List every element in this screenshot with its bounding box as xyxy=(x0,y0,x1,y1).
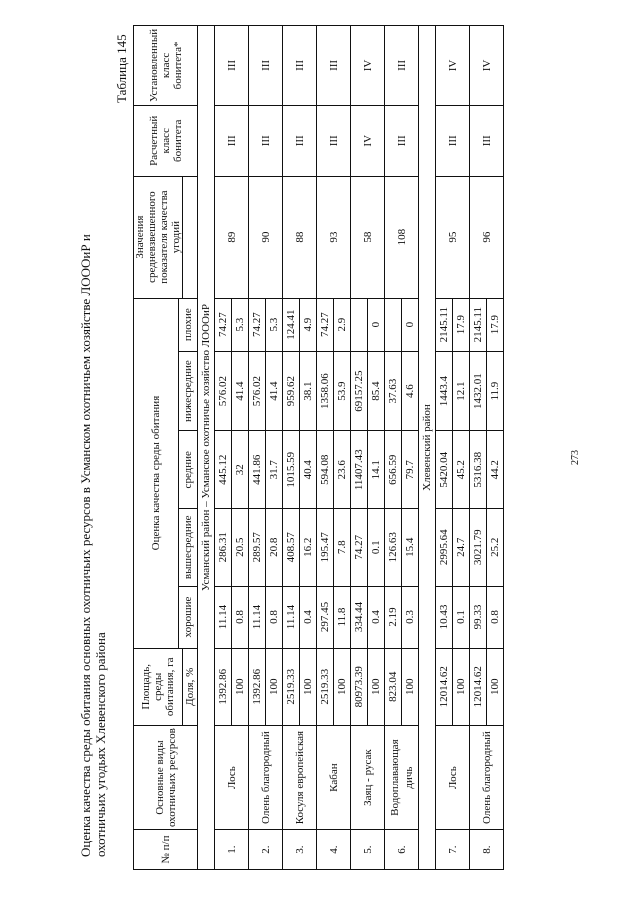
weighted-value: 88 xyxy=(283,176,317,298)
quality-above-value: 195.47 xyxy=(317,509,334,587)
row-num: 3. xyxy=(283,830,317,870)
col-above-header: вышесредние xyxy=(179,509,198,587)
percent-value: 85.4 xyxy=(368,351,385,431)
table-row xyxy=(317,26,334,870)
percent-value: 0.8 xyxy=(266,586,283,648)
quality-bad-value xyxy=(385,298,402,351)
quality-above-value: 74.27 xyxy=(351,509,368,587)
table-row xyxy=(249,26,266,870)
calc-class-value: III xyxy=(385,105,419,176)
section-usman: Усманский район – Усманское охотничье хозяйство ЛОООиР xyxy=(198,26,215,870)
percent-value: 0.8 xyxy=(487,586,504,648)
percent-value: 100 xyxy=(368,648,385,726)
row-num: 7. xyxy=(436,830,470,870)
quality-bad-value: 2145.11 xyxy=(436,298,453,351)
area-value: 80973.39 xyxy=(351,648,368,726)
percent-value: 100 xyxy=(334,648,351,726)
quality-avg-value: 5316.38 xyxy=(470,431,487,509)
percent-value: 100 xyxy=(266,648,283,726)
percent-value: 17.9 xyxy=(487,298,504,351)
quality-avg-value: 445.12 xyxy=(215,431,232,509)
quality-avg-value: 5420.04 xyxy=(436,431,453,509)
percent-value: 12.1 xyxy=(453,351,470,431)
percent-value: 16.2 xyxy=(300,509,317,587)
quality-avg-value: 656.59 xyxy=(385,431,402,509)
set-class-value: III xyxy=(249,26,283,106)
calc-class-value: IV xyxy=(351,105,385,176)
calc-class-value: III xyxy=(436,105,470,176)
quality-good-value: 99.33 xyxy=(470,586,487,648)
percent-value: 7.8 xyxy=(334,509,351,587)
percent-value: 31.7 xyxy=(266,431,283,509)
quality-good-value: 11.14 xyxy=(283,586,300,648)
percent-value: 44.2 xyxy=(487,431,504,509)
percent-value: 20.8 xyxy=(266,509,283,587)
quality-bad-value: 2145.11 xyxy=(470,298,487,351)
percent-value: 32 xyxy=(232,431,249,509)
quality-bad-value: 74.27 xyxy=(215,298,232,351)
table-caption: Таблица 145 xyxy=(114,34,129,103)
quality-below-value: 69157.25 xyxy=(351,351,368,431)
area-value: 12014.62 xyxy=(470,648,487,726)
quality-above-value: 289.57 xyxy=(249,509,266,587)
percent-value: 45.2 xyxy=(453,431,470,509)
table-row xyxy=(215,26,232,870)
weighted-value: 89 xyxy=(215,176,249,298)
quality-above-value: 286.31 xyxy=(215,509,232,587)
set-class-value: III xyxy=(215,26,249,106)
table-row xyxy=(470,26,487,870)
percent-value: 15.4 xyxy=(402,509,419,587)
percent-value: 5.3 xyxy=(232,298,249,351)
area-value: 12014.62 xyxy=(436,648,453,726)
percent-value: 0.4 xyxy=(368,586,385,648)
table-row xyxy=(283,26,300,870)
col-quality-header: Оценка качества среды обитания xyxy=(134,298,179,648)
set-class-value: III xyxy=(283,26,317,106)
calc-class-value: III xyxy=(470,105,504,176)
calc-class-value: III xyxy=(249,105,283,176)
percent-value: 24.7 xyxy=(453,509,470,587)
percent-value: 100 xyxy=(300,648,317,726)
percent-value: 100 xyxy=(232,648,249,726)
percent-value: 0 xyxy=(402,298,419,351)
percent-value: 53.9 xyxy=(334,351,351,431)
percent-value: 100 xyxy=(402,648,419,726)
quality-above-value: 2995.64 xyxy=(436,509,453,587)
percent-value: 79.7 xyxy=(402,431,419,509)
percent-value: 2.9 xyxy=(334,298,351,351)
quality-good-value: 11.14 xyxy=(215,586,232,648)
row-num: 6. xyxy=(385,830,419,870)
table-row xyxy=(436,26,453,870)
quality-avg-value: 11407.43 xyxy=(351,431,368,509)
quality-avg-value: 594.08 xyxy=(317,431,334,509)
row-num: 5. xyxy=(351,830,385,870)
quality-below-value: 1443.4 xyxy=(436,351,453,431)
quality-bad-value xyxy=(351,298,368,351)
quality-good-value: 297.45 xyxy=(317,586,334,648)
calc-class-value: III xyxy=(317,105,351,176)
percent-value: 0 xyxy=(368,298,385,351)
percent-value: 20.5 xyxy=(232,509,249,587)
quality-above-value: 3021.79 xyxy=(470,509,487,587)
percent-value: 4.6 xyxy=(402,351,419,431)
set-class-value: III xyxy=(385,26,419,106)
col-num-header: № п/п xyxy=(134,830,198,870)
quality-avg-value: 1015.59 xyxy=(283,431,300,509)
calc-class-value: III xyxy=(215,105,249,176)
percent-value: 0.3 xyxy=(402,586,419,648)
area-value: 2519.33 xyxy=(317,648,334,726)
heading-line-1: Оценка качества среды обитания основных охотничьих ресурсов в Усманском охотничьем хозяйстве ЛОООиР и xyxy=(78,234,93,857)
set-class-value: IV xyxy=(351,26,385,106)
quality-bad-value: 74.27 xyxy=(249,298,266,351)
quality-above-value: 126.63 xyxy=(385,509,402,587)
percent-value: 4.9 xyxy=(300,298,317,351)
weighted-value: 95 xyxy=(436,176,470,298)
percent-value: 23.6 xyxy=(334,431,351,509)
percent-value: 5.3 xyxy=(266,298,283,351)
area-value: 1392.86 xyxy=(249,648,266,726)
percent-value: 0.8 xyxy=(232,586,249,648)
weighted-value: 93 xyxy=(317,176,351,298)
calc-class-value: III xyxy=(283,105,317,176)
quality-below-value: 959.62 xyxy=(283,351,300,431)
quality-bad-value: 74.27 xyxy=(317,298,334,351)
percent-value: 100 xyxy=(453,648,470,726)
col-area-header: Площадь, среды обитания, га xyxy=(134,648,183,726)
row-num: 2. xyxy=(249,830,283,870)
percent-value: 38.1 xyxy=(300,351,317,431)
weighted-value: 90 xyxy=(249,176,283,298)
page-number: 273 xyxy=(570,450,581,465)
row-num: 1. xyxy=(215,830,249,870)
col-species-header: Основные виды охотничьих ресурсов xyxy=(134,726,198,830)
weighted-value: 96 xyxy=(470,176,504,298)
quality-good-value: 11.14 xyxy=(249,586,266,648)
percent-value: 100 xyxy=(487,648,504,726)
species-name: Лось xyxy=(215,726,249,830)
col-weighted-header: Значения средневзвешенного показателя качества угодий xyxy=(134,176,183,298)
quality-below-value: 576.02 xyxy=(249,351,266,431)
section-hlevn: Хлевенский район xyxy=(419,26,436,870)
species-name: Олень благородный xyxy=(470,726,504,830)
percent-value: 11.8 xyxy=(334,586,351,648)
set-class-value: IV xyxy=(470,26,504,106)
col-good-header: хорошие xyxy=(179,586,198,648)
area-value: 823.04 xyxy=(385,648,402,726)
table-row xyxy=(351,26,368,870)
percent-value: 40.4 xyxy=(300,431,317,509)
col-avg-header: средние xyxy=(179,431,198,509)
percent-value: 41.4 xyxy=(266,351,283,431)
col-set-class-header: Установленный класс бонитета* xyxy=(134,26,198,106)
set-class-value: III xyxy=(317,26,351,106)
species-name: Косуля европейская xyxy=(283,726,317,830)
species-name: Водоплавающая дичь xyxy=(385,726,419,830)
quality-avg-value: 441.86 xyxy=(249,431,266,509)
species-name: Кабан xyxy=(317,726,351,830)
species-name: Заяц - русак xyxy=(351,726,385,830)
area-value: 2519.33 xyxy=(283,648,300,726)
quality-below-value: 1358.06 xyxy=(317,351,334,431)
set-class-value: IV xyxy=(436,26,470,106)
percent-value: 14.1 xyxy=(368,431,385,509)
quality-bad-value: 124.41 xyxy=(283,298,300,351)
species-name: Лось xyxy=(436,726,470,830)
quality-good-value: 334.44 xyxy=(351,586,368,648)
quality-below-value: 576.02 xyxy=(215,351,232,431)
percent-value: 0.1 xyxy=(453,586,470,648)
percent-value: 0.1 xyxy=(368,509,385,587)
heading-line-2: охотничьих угодьях Хлевенского района xyxy=(93,632,108,857)
quality-below-value: 1432.01 xyxy=(470,351,487,431)
percent-value: 25.2 xyxy=(487,509,504,587)
row-num: 4. xyxy=(317,830,351,870)
table-heading xyxy=(78,57,108,857)
percent-value: 41.4 xyxy=(232,351,249,431)
col-share-header: Доля, % xyxy=(183,648,198,726)
habitat-quality-table xyxy=(133,25,504,870)
quality-good-value: 10.43 xyxy=(436,586,453,648)
quality-below-value: 37.63 xyxy=(385,351,402,431)
percent-value: 0.4 xyxy=(300,586,317,648)
quality-above-value: 408.57 xyxy=(283,509,300,587)
col-calc-class-header: Расчетный класс бонитета xyxy=(134,105,198,176)
table-row xyxy=(385,26,402,870)
weighted-value: 58 xyxy=(351,176,385,298)
col-bad-header: плохие xyxy=(179,298,198,351)
col-below-header: нижесредние xyxy=(179,351,198,431)
species-name: Олень благородный xyxy=(249,726,283,830)
percent-value: 11.9 xyxy=(487,351,504,431)
weighted-value: 108 xyxy=(385,176,419,298)
area-value: 1392.86 xyxy=(215,648,232,726)
percent-value: 17.9 xyxy=(453,298,470,351)
quality-good-value: 2.19 xyxy=(385,586,402,648)
col-weighted-empty xyxy=(183,176,198,298)
row-num: 8. xyxy=(470,830,504,870)
